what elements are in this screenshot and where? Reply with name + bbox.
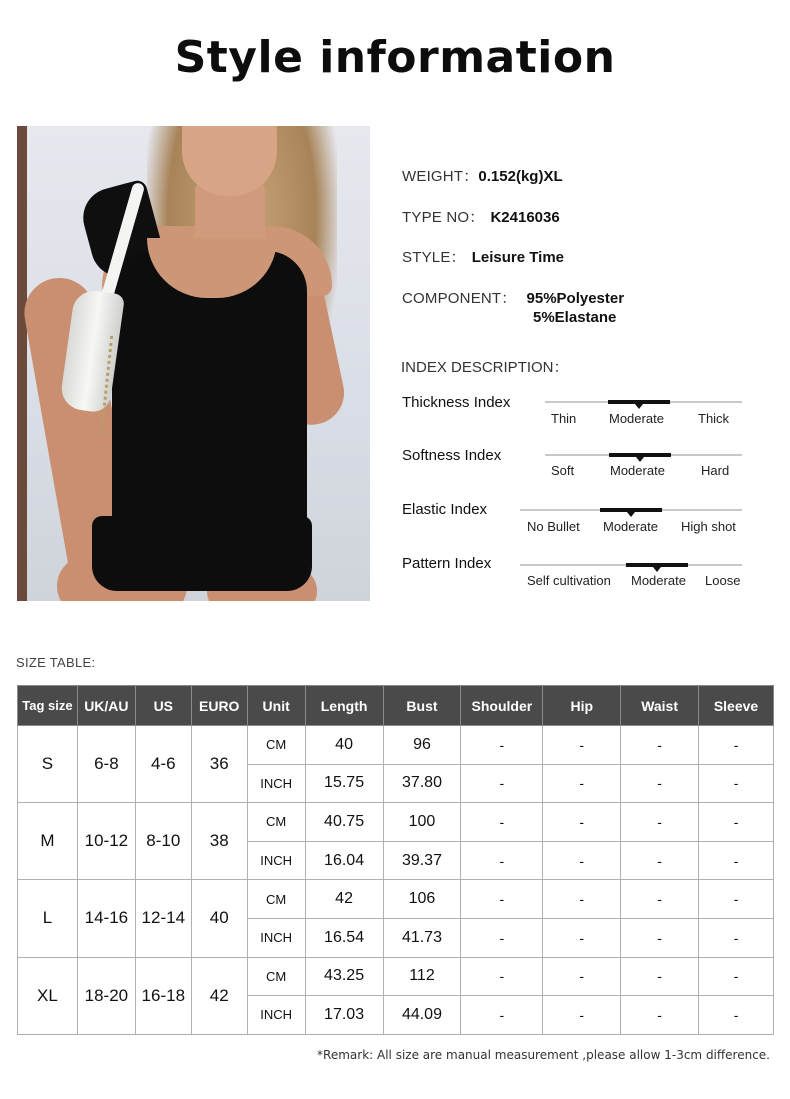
table-cell: 16.54 [305,918,383,957]
index-option: Moderate [631,573,686,588]
index-pointer-icon [653,567,661,572]
remark-note: *Remark: All size are manual measurement ,please allow 1-3cm difference. [317,1048,770,1062]
table-cell: 112 [383,957,461,996]
table-cell: - [621,918,699,957]
component-label: COMPONENT： [402,290,517,307]
table-row [18,957,774,996]
table-cell: - [543,880,621,919]
table-cell: - [699,841,774,880]
table-cell: 40 [191,880,247,957]
column-header: Hip [543,686,621,726]
unit-cell: CM [247,803,305,842]
index-pointer-icon [636,457,644,462]
table-cell: 15.75 [305,764,383,803]
table-cell: - [543,957,621,996]
component-row [402,287,624,308]
table-row [18,880,774,919]
table-cell: - [543,764,621,803]
index-option: Self cultivation [527,573,611,588]
component-value-2: 5%Elastane [533,309,617,326]
index-label: Thickness Index [402,394,511,411]
table-cell: - [621,996,699,1035]
index-option: Moderate [609,411,664,426]
table-cell: 106 [383,880,461,919]
column-header: Unit [247,686,305,726]
table-cell: M [18,803,78,880]
table-cell: 43.25 [305,957,383,996]
product-photo [17,126,370,601]
table-cell: - [621,841,699,880]
table-cell: 16-18 [135,957,191,1034]
index-pointer-icon [627,512,635,517]
unit-cell: INCH [247,918,305,957]
style-value: Leisure Time [471,249,564,266]
table-cell: 6-8 [77,726,135,803]
table-cell: 96 [383,726,461,765]
column-header: Length [305,686,383,726]
type-label: TYPE NO： [402,209,485,226]
unit-cell: INCH [247,764,305,803]
table-cell: 10-12 [77,803,135,880]
index-label: Elastic Index [402,501,488,518]
table-row [18,726,774,765]
table-cell: 18-20 [77,957,135,1034]
table-cell: 37.80 [383,764,461,803]
table-cell: - [699,880,774,919]
table-cell: - [699,996,774,1035]
table-cell: - [621,957,699,996]
table-cell: 39.37 [383,841,461,880]
component-value-1: 95%Polyester [526,290,625,307]
table-cell: - [543,803,621,842]
table-cell: 38 [191,803,247,880]
index-option: Moderate [603,519,658,534]
unit-cell: CM [247,880,305,919]
index-option: Moderate [610,463,665,478]
table-cell: - [461,803,543,842]
index-pointer-icon [635,404,643,409]
table-cell: 12-14 [135,880,191,957]
unit-cell: INCH [247,841,305,880]
table-cell: XL [18,957,78,1034]
table-cell: - [699,726,774,765]
table-cell: - [699,957,774,996]
table-cell: 41.73 [383,918,461,957]
style-label: STYLE： [402,249,466,266]
table-cell: - [461,918,543,957]
table-cell: - [621,803,699,842]
table-cell: 100 [383,803,461,842]
index-heading: INDEX DESCRIPTION： [401,359,569,376]
column-header: Bust [383,686,461,726]
table-cell: - [461,764,543,803]
column-header: EURO [191,686,247,726]
table-cell: 40 [305,726,383,765]
style-row [402,246,564,267]
table-cell: - [543,996,621,1035]
table-cell: - [461,957,543,996]
table-cell: - [543,726,621,765]
unit-cell: CM [247,726,305,765]
table-cell: 16.04 [305,841,383,880]
index-option: Loose [705,573,741,588]
size-table-label: SIZE TABLE: [16,655,96,670]
index-option: Hard [701,463,730,478]
index-option: No Bullet [527,519,580,534]
table-cell: L [18,880,78,957]
table-row [18,803,774,842]
type-row [402,206,560,227]
column-header: Waist [621,686,699,726]
table-cell: - [621,880,699,919]
table-cell: - [621,726,699,765]
index-label: Pattern Index [402,555,492,572]
index-option: High shot [681,519,736,534]
size-table-header [18,686,774,726]
table-cell: - [699,803,774,842]
unit-cell: CM [247,957,305,996]
page-title: Style information [174,32,616,83]
table-cell: 44.09 [383,996,461,1035]
unit-cell: INCH [247,996,305,1035]
table-cell: 4-6 [135,726,191,803]
weight-value: 0.152(kg)XL [478,168,563,185]
index-option: Thick [698,411,730,426]
index-option: Thin [551,411,577,426]
column-header: Shoulder [461,686,543,726]
table-cell: 42 [305,880,383,919]
table-cell: 40.75 [305,803,383,842]
type-value: K2416036 [490,209,560,226]
table-cell: - [461,880,543,919]
table-cell: - [461,996,543,1035]
table-cell: 42 [191,957,247,1034]
table-cell: S [18,726,78,803]
table-cell: 8-10 [135,803,191,880]
table-cell: - [699,918,774,957]
table-cell: - [543,841,621,880]
column-header: UK/AU [77,686,135,726]
size-table [17,685,774,1035]
table-cell: - [543,918,621,957]
table-cell: - [621,764,699,803]
column-header: Tag size [18,686,78,726]
table-cell: 36 [191,726,247,803]
index-option: Soft [551,463,575,478]
weight-label: WEIGHT： [402,168,479,185]
table-cell: 17.03 [305,996,383,1035]
table-cell: 14-16 [77,880,135,957]
index-label: Softness Index [402,447,502,464]
table-cell: - [461,726,543,765]
column-header: Sleeve [699,686,774,726]
column-header: US [135,686,191,726]
weight-row [402,165,563,186]
table-cell: - [699,764,774,803]
table-cell: - [461,841,543,880]
